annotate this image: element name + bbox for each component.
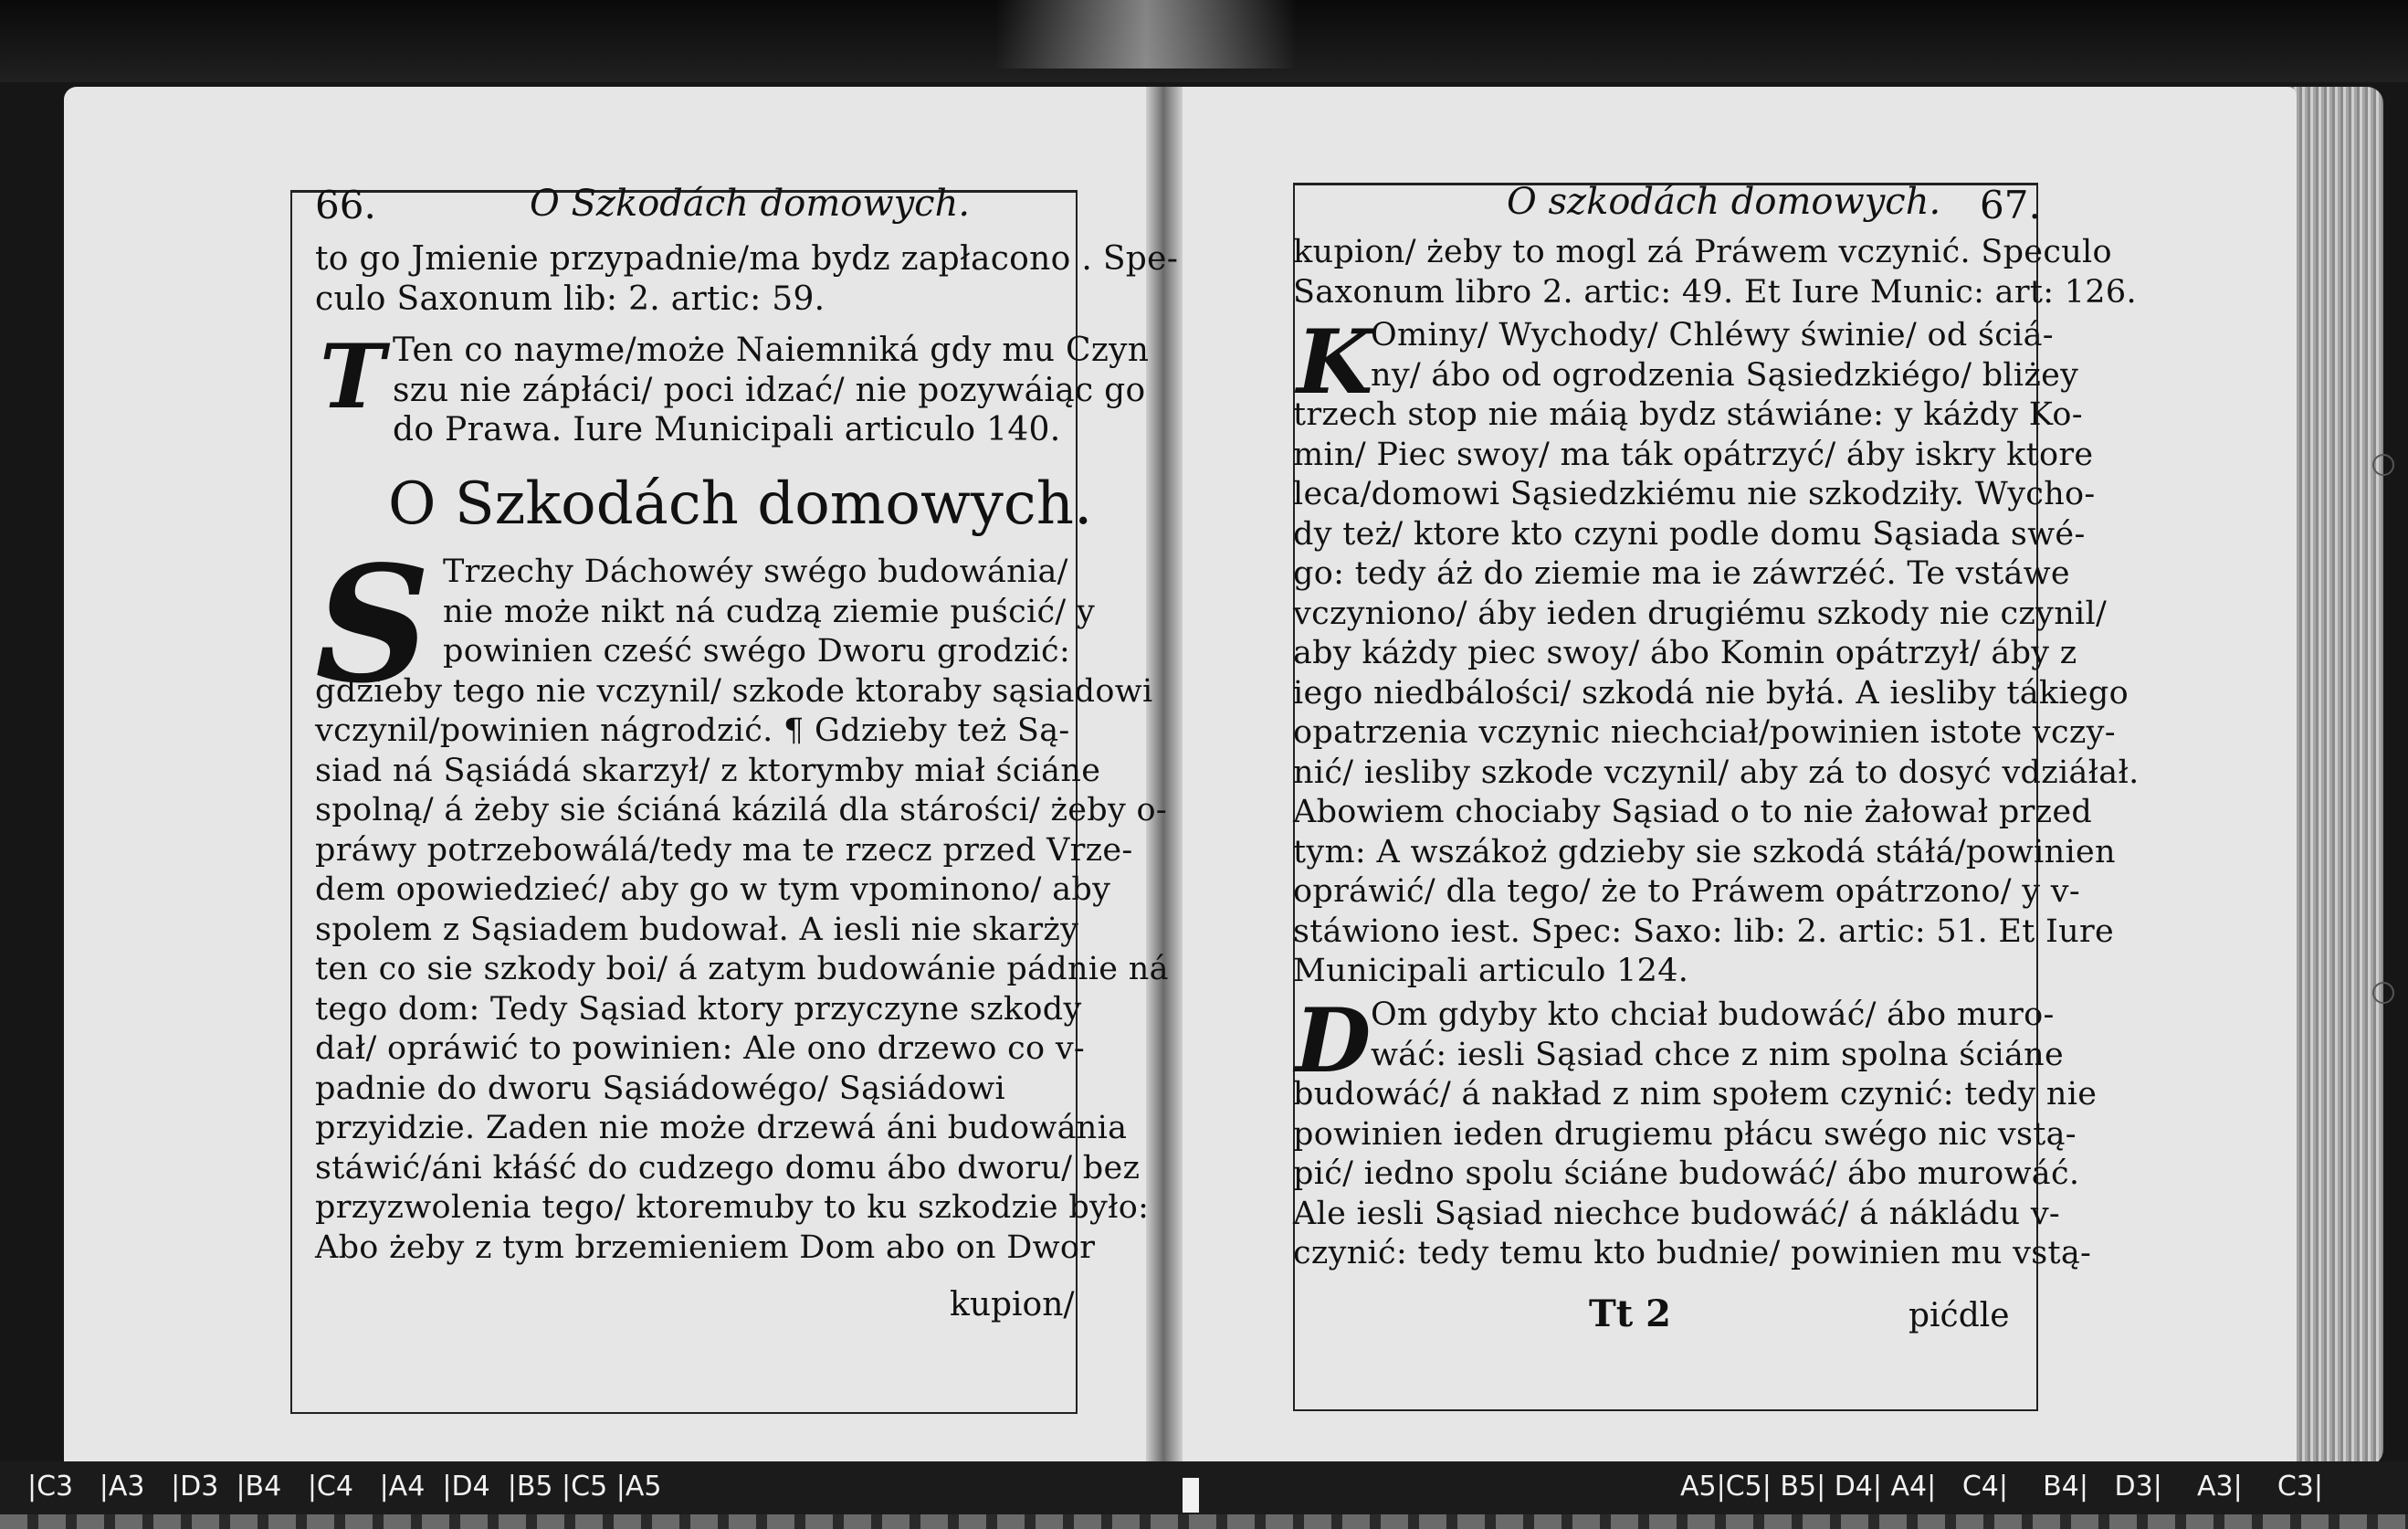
page-edge-hole <box>2372 454 2394 476</box>
text-line: opráwić/ dla tego/ że to Práwem opátrzono/ y v- <box>1293 873 2080 910</box>
right-folio: 67. <box>1980 183 2041 227</box>
page-edge-hole <box>2372 982 2394 1004</box>
text-line: ten co sie szkody boi/ á zatym budowánie pádnie ná <box>315 951 1169 987</box>
text-line: pić/ iedno spolu ściáne budowáć/ ábo murowáć. <box>1293 1155 2080 1192</box>
right-opening-lines <box>1293 233 2137 312</box>
text-line: dem opowiedzieć/ aby go w tym vpominono/ aby <box>315 871 1111 908</box>
left-folio: 66. <box>315 183 376 227</box>
right-para2-initial: D <box>1295 989 1372 1092</box>
text-line: aby káżdy piec swoy/ ábo Komin opátrzył/ áby z <box>1293 635 2077 671</box>
text-line: dał/ opráwić to powinien: Ale ono drzewo co v- <box>315 1030 1086 1067</box>
left-opening-lines <box>315 239 1178 319</box>
text-line: Ale iesli Sąsiad niechce budowáć/ á nákládu v- <box>1293 1195 2061 1232</box>
right-running-head: O szkodách domowych. <box>1507 181 1941 223</box>
left-section-body <box>315 553 1169 1268</box>
right-catchword: pićdle <box>1909 1297 2010 1334</box>
book-page-edges <box>2283 87 2383 1466</box>
text-line: przyidzie. Zaden nie może drzewá áni budowánia <box>315 1110 1128 1146</box>
film-labels-left: |C3 |A3 |D3 |B4 |C4 |A4 |D4 |B5 |C5 |A5 <box>27 1471 662 1503</box>
text-line: Abowiem chociaby Sąsiad o to nie żałował przed <box>1293 794 2093 830</box>
text-line: do Prawa. Iure Municipali articulo 140. <box>393 411 1061 448</box>
text-line: opatrzenia vczynic niechciał/powinien istote vczy- <box>1293 714 2116 751</box>
text-line: tym: A wszákoż gdzieby sie szkodá stáłá/powinien <box>1293 833 2116 870</box>
text-line: iego niedbálości/ szkodá nie byłá. A iesliby tákiego <box>1293 674 2129 712</box>
text-line: to go Jmienie przypadnie/ma bydz zapłacono . Spe- <box>315 240 1179 278</box>
text-line: gdzieby tego nie vczynil/ szkode ktoraby sąsiadowi <box>315 672 1153 710</box>
text-line: culo Saxonum lib: 2. artic: 59. <box>315 279 825 318</box>
text-line: kupion/ żeby to mogl zá Práwem vczynić. Speculo <box>1293 234 2112 270</box>
text-line: vczyniono/ áby ieden drugiému szkody nie czynil/ <box>1293 595 2108 632</box>
text-line: Municipali articulo 124. <box>1293 953 1689 989</box>
text-line: spolem z Sąsiadem budował. A iesli nie skarży <box>315 911 1079 948</box>
film-labels-right: A5|C5| B5| D4| A4| C4| B4| D3| A3| C3| <box>1680 1471 2323 1503</box>
text-line: budowáć/ á nakład z nim społem czynić: tedy nie <box>1293 1076 2098 1112</box>
text-line: nić/ iesliby szkode vczynil/ aby zá to dosyć vdziáłał. <box>1293 754 2140 791</box>
text-line: min/ Piec swoy/ ma ták opátrzyć/ áby iskry ktore <box>1293 436 2094 473</box>
left-running-head: O Szkodách domowych. <box>530 183 971 225</box>
text-line: padnie do dworu Sąsiádowégo/ Sąsiádowi <box>315 1070 1005 1107</box>
text-line: go: tedy áż do ziemie ma ie záwrzéć. Te vstáwe <box>1293 555 2070 592</box>
text-line: wáć: iesli Sąsiad chce z nim spolna ściáne <box>1371 1036 2064 1073</box>
text-line: leca/domowi Sąsiedzkiému nie szkodziły. Wycho- <box>1293 476 2096 512</box>
signature-mark: Tt 2 <box>1589 1292 1671 1335</box>
right-para2-body <box>1293 989 2098 1274</box>
left-catchword: kupion/ <box>950 1286 1075 1323</box>
text-line: vczynil/powinien nágrodzić. ¶ Gdzieby też Są- <box>315 712 1070 749</box>
text-line: powinien cześć swégo Dworu grodzić: <box>443 633 1071 670</box>
text-line: przyzwolenia tego/ ktoremuby to ku szkodzie było: <box>315 1189 1150 1226</box>
film-center-mark <box>1183 1478 1199 1513</box>
text-line: Ten co nayme/może Naiemniká gdy mu Czyn <box>393 332 1150 369</box>
text-line: spolną/ á żeby sie ściáná kázilá dla stárości/ żeby o- <box>315 792 1167 828</box>
text-line: szu nie zápłáci/ poci idzać/ nie pozywáiąc go <box>393 371 1146 409</box>
section-title: O Szkodách domowych. <box>388 470 1093 538</box>
text-line: Trzechy Dáchowéy swégo budowánia/ <box>443 554 1068 590</box>
text-line: trzech stop nie máią bydz stáwiáne: y káżdy Ko- <box>1293 396 2083 433</box>
text-line: Om gdyby kto chciał budowáć/ ábo muro- <box>1371 996 2055 1033</box>
text-line: dy też/ ktore kto czyni podle domu Sąsiada swé- <box>1293 515 2086 553</box>
text-line: czynić: tedy temu kto budnie/ powinien mu vstą- <box>1293 1235 2092 1271</box>
right-para1-body <box>1293 311 2140 992</box>
left-paragraph-initial: T <box>320 325 385 428</box>
text-line: Saxonum libro 2. artic: 49. Et Iure Munic: art: 126. <box>1293 273 2137 311</box>
text-line: práwy potrzebowálá/tedy ma te rzecz przed Vrze- <box>315 831 1133 869</box>
light-glare <box>995 0 1297 69</box>
film-edge-pattern <box>0 1514 2408 1529</box>
section-drop-cap: S <box>315 532 431 719</box>
text-line: Abo żeby z tym brzemieniem Dom abo on Dwor <box>315 1228 1096 1266</box>
text-line: tego dom: Tedy Sąsiad ktory przyczyne szkody <box>315 990 1082 1028</box>
text-line: Ominy/ Wychody/ Chléwy świnie/ od ściá- <box>1371 317 2054 353</box>
left-paragraph <box>393 331 1149 450</box>
text-line: ny/ ábo od ogrodzenia Sąsiedzkiégo/ bliżey <box>1371 356 2079 394</box>
text-line: powinien ieden drugiemu płácu swégo nic vstą- <box>1293 1115 2077 1153</box>
right-para1-initial: K <box>1297 311 1373 414</box>
text-line: stáwiono iest. Spec: Saxo: lib: 2. artic: 51. Et Iure <box>1293 912 2115 950</box>
text-line: stáwić/áni kłáść do cudzego domu ábo dworu/ bez <box>315 1149 1141 1186</box>
text-line: siad ná Sąsiádá skarzył/ z ktorymby miał ściáne <box>315 752 1101 789</box>
text-line: nie może nikt ná cudzą ziemie puścić/ y <box>443 593 1096 630</box>
